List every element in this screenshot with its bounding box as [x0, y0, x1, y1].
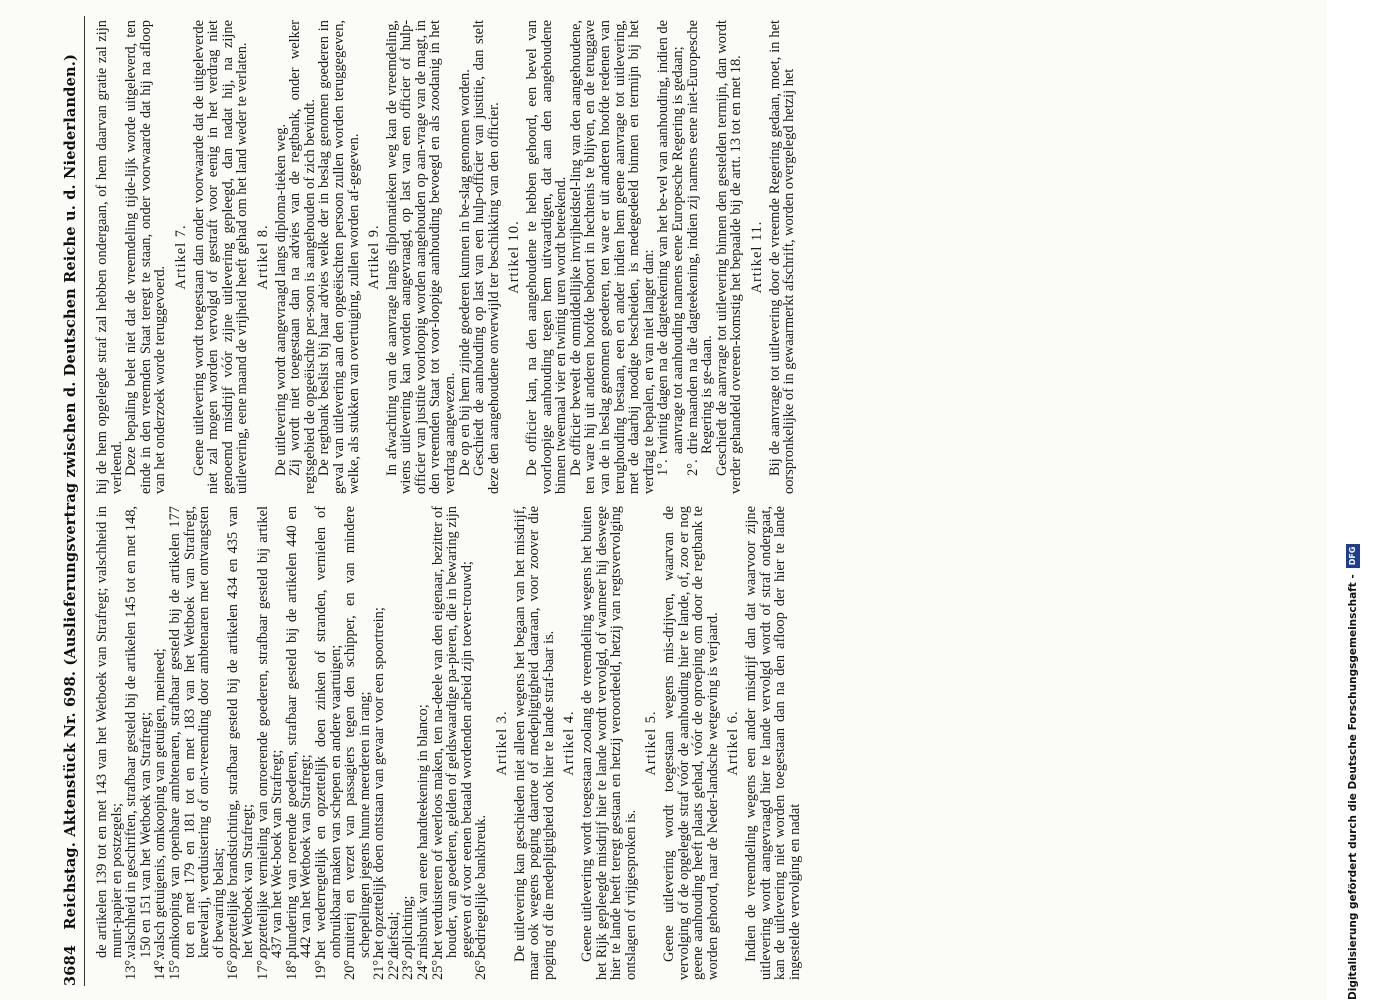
header-rule: [84, 16, 85, 986]
offence-item: [153, 506, 168, 980]
article-9-text-2: De op en bij hem zijnde goederen kunnen in be-slag genomen worden.: [456, 69, 473, 476]
article-10-text-2: De officier beveelt de onmiddellijke invrijheidstel-ling van den aangehoudene, ten ware hij uit anderen hoofde behoort in hechtenis te blijven, en de teruggave van de in beslag genomen goederen, ten ware er uit anderen hoofde redenen van terughouding bestaan, een en ander indien hem geene aanvrage tot uitlevering, met de daarbij noodige bescheiden, is medegedeeld binnen en termijn bij het verdrag te bepalen, en van niet langer dan:: [567, 20, 657, 494]
article-8-text: De uitlevering wordt aangevraagd langs diploma-tieken weg.: [272, 123, 289, 476]
offence-number: 21°.: [371, 956, 388, 980]
offence-number: 16°.: [225, 956, 242, 980]
offence-item: [226, 506, 255, 980]
offence-number: 26°.: [473, 956, 490, 980]
offence-item: [168, 506, 226, 980]
offence-item: [401, 506, 416, 980]
offence-text: omkooping van openbare ambtenaren, strafbaar gesteld bij de artikelen 177 tot en met 179 en 181 tot en met 183 van het Wetboek van Strafregt, knevelarij, verduistering of ont-vreemding door ambtenaren met ontvangsten of bewaring belast;: [166, 506, 227, 958]
offence-item: [95, 506, 124, 980]
page-title: Reichstag. Aktenstück Nr. 698. (Auslieferungsvertrag zwischen d. Deutschen Reiche u. d. Niederlanden.): [62, 53, 79, 930]
article-7-text: Geene uitlevering wordt toegestaan dan onder voorwaarde dat de uitgeleverde niet zal mogen worden vervolgd of gestraft voor eenig in het verdrag niet genoemd misdrijf vóór zijne uitlevering gepleegd, dan nadat hij, na zijne uitlevering, eene maand de vrijheid heeft gehad om het land weder te verlaten.: [190, 20, 251, 494]
offence-text: opzettelijke vernieling van onroerende goederen, strafbaar gesteld bij artikel 437 van het Wet-boek van Strafregt;: [254, 506, 286, 958]
term-number: 2°.: [684, 459, 701, 476]
page-header: [62, 18, 79, 986]
offence-text: valschheid in geschriften, strafbaar gesteld bij de artikelen 145 tot en met 148, 150 en 151 van het Wetboek van Strafregt;: [123, 506, 154, 958]
offence-text: misbruik van eene handteekening in blanco;: [415, 704, 432, 958]
offence-number: 22°.: [385, 956, 402, 980]
article-5-heading: Artikel 5.: [643, 710, 660, 776]
offence-item: [314, 506, 343, 980]
article-11-heading: Artikel 11.: [748, 220, 765, 294]
term-text: twintig dagen na de dagteekening van het be-vel van aanhouding, indien de aanvrage tot aanhouding namens eene Europesche Regering is gedaan;: [655, 20, 686, 454]
page-number: 3684: [62, 944, 79, 986]
term-item: [656, 20, 685, 494]
article-9-heading: Artikel 9.: [366, 224, 383, 290]
offence-number: 19°.: [312, 956, 329, 980]
term-item: [686, 20, 715, 494]
offence-item: [343, 506, 372, 980]
offence-number: 15°.: [166, 956, 183, 980]
article-10-text: De officier kan, na den aangehoudene te hebben gehoord, een bevel van voorloopige aanhouding tegen hem uitvaardigen, dat aan den aangehoudene binnen tweemaal vier en twintig uren wordt beteekend.: [524, 20, 570, 494]
offence-number: 25°.: [429, 956, 446, 980]
term-number: 1°.: [655, 459, 672, 476]
offence-number: 23°.: [400, 956, 417, 980]
offence-text: diefstal;: [385, 911, 402, 958]
article-10-text-3: Geschiedt de aanvrage tot uitlevering binnen den gestelden termijn, dan wordt verder gehandeld overeen-komstig het bepaalde bij de artt. 13 tot en met 18.: [713, 20, 745, 494]
digitization-credit: [1341, 0, 1365, 1000]
offence-item: [372, 506, 387, 980]
article-8-heading: Artikel 8.: [254, 224, 271, 290]
article-9-text-3: Geschiedt de aanhouding op last van een hulp-officier van justitie, dan stelt deze den aangehoudene onverwijld ter beschikking van den officier.: [471, 20, 502, 494]
article-6-text: Indien de vreemdeling wegens een ander misdrijf dan dat waarvoor zijne uitlevering wordt aangevraagd hier te lande vervolgd wordt of straf ondergaat, kan de uitlevering niet worden toegestaan dan na den afloop der hier te lande ingestelde vervolging en nadat: [742, 506, 803, 980]
article-6-heading: Artikel 6.: [725, 710, 742, 776]
article-3-text: De uitlevering kan geschieden niet alleen wegens het begaan van het misdrijf, maar ook wegens poging daartoe of medepligtigheid daaraan, voor zoover die poging of die medepligtigheid ook hier te lande straf-baar is.: [511, 506, 557, 980]
continuation-text: hij de hem opgelegde straf zal hebben ondergaan, of hem daarvan gratie zal zijn verleend.: [94, 20, 125, 494]
offence-list: [95, 506, 489, 980]
term-text: drie maanden na die dagteekening, indien zij namens eene niet-Europesche Regering is ge-daan.: [684, 20, 716, 454]
offence-item: [124, 506, 153, 980]
offence-number: 20°.: [342, 956, 359, 980]
offence-text: bedriegelijke bankbreuk.: [473, 814, 490, 958]
article-3-heading: Artikel 3.: [494, 710, 511, 776]
article-5-text: Geene uitlevering wordt toegestaan wegens mis-drijven, waarvan de vervolging of de opgelegde straf vóór de aanhouding hier te lande, of, zoo er nog geene aanhouding heeft plaats gehad, vóór de oproeping om door de regtbank te worden gehoord, naar de Neder-landsche wetgeving is verjaard.: [660, 506, 721, 980]
article-8-text-3: De regtbank beslist bij haar advies welke der in beslag genomen goederen in geval van uitlevering aan den opgeëischten persoon zullen worden teruggegeven, welke, als stukken van overtuiging, zullen worden af-gegeven.: [316, 20, 362, 494]
article-7-heading: Artikel 7.: [172, 224, 189, 290]
offence-text: oplichting;: [400, 895, 417, 958]
article-4-text: Geene uitlevering wordt toegestaan zoolang de vreemdeling wegens het buiten het Rijk gepleegde misdrijf hier te lande wordt vervolgd, of wanneer hij deswege hier te lande heeft teregt gestaan en hetzij veroordeeld, hetzij van regtsvervolging ontslagen of vrijgesproken is.: [579, 506, 639, 980]
offence-text: het opzettelijk doen ontstaan van gevaar voor een spoortrein;: [371, 607, 388, 958]
term-list: [656, 20, 714, 494]
left-column: [95, 506, 802, 980]
offence-text: de artikelen 139 tot en met 143 van het Wetboek van Strafregt; valschheid in munt-papier en postzegels;: [94, 506, 125, 958]
offence-text: plundering van roerende goederen, strafbaar gesteld bij de artikelen 440 en 442 van het Wetboek van Strafregt;: [283, 506, 315, 958]
offence-number: 18°.: [283, 956, 300, 980]
offence-text: het verduisteren of weerloos maken, ten na-deele van den eigenaar, bezitter of houder, van goederen, gelden of geldswaardige pa-pieren, die in bewaring zijn gegeven of voor eenen betaald wordenden arbeid zijn toever-trouwd;: [429, 506, 475, 958]
offence-text: valsch getuigenis, omkooping van getuigen, meineed;: [152, 648, 169, 958]
offence-text: muiterij en verzet van passagiers tegen den schipper, en van mindere schepelingen jegens hunne meerderen in rang;: [342, 506, 373, 958]
offence-number: 14°.: [152, 956, 169, 980]
offence-number: 13°.: [123, 956, 140, 980]
offence-number: 17°.: [254, 956, 271, 980]
offence-item: [387, 506, 402, 980]
offence-text: het wederregtelijk en opzettelijk doen zinken of stranden, vernielen of onbruikbaar maken van schepen en andere vaartuigen;: [312, 506, 344, 958]
offence-text: opzettelijke brandstichting, strafbaar gesteld bij de artikelen 434 en 435 van het Wetboek van Strafregt;: [225, 506, 256, 958]
article-11-text: Bij de aanvrage tot uitlevering door de vreemde Regering gedaan, moet, in het oorspronkelijke of in gewaarmerkt afschrift, worden overgelegd hetzij het: [766, 20, 798, 494]
offence-item: [416, 506, 431, 980]
article-4-heading: Artikel 4.: [561, 710, 578, 776]
article-9-text: In afwachting van de aanvrage langs diplomatieken weg kan de vreemdeling, wiens uitlevering kan worden aangevraagd, op last van een officier of hulp-officier van justitie voorloopig worden aangehouden op aan-vrage van de magt, in den vreemden Staat tot voor-loopige aanhouding bevoegd en als zoodanig in het verdrag aangewezen.: [383, 20, 459, 494]
article-8-text-2: Zij wordt niet toegestaan dan na advies van de regtbank, onder welker regtsgebied de opgeëischte per-soon is aangehouden of zich bevindt.: [287, 20, 318, 494]
right-column: [95, 20, 797, 494]
offence-item: [256, 506, 285, 980]
credit-text: Digitalisierung gefördert durch die Deutsche Forschungsgemeinschaft -: [1347, 574, 1359, 1000]
offence-item: [431, 506, 475, 980]
offence-number: 24°.: [415, 956, 432, 980]
offence-item: [474, 506, 489, 980]
continuation-text-2: Deze bepaling belet niet dat de vreemdeling tijde-lijk worde uitgeleverd, ten einde in den vreemden Staat teregt te staan, onder voorwaarde dat hij na afloop van het onderzoek worde teruggevoerd.: [123, 20, 169, 494]
offence-item: [285, 506, 314, 980]
article-10-heading: Artikel 10.: [506, 220, 523, 294]
dfg-logo: DFG: [1346, 544, 1360, 569]
digitization-sidebar: [1327, 0, 1383, 1000]
